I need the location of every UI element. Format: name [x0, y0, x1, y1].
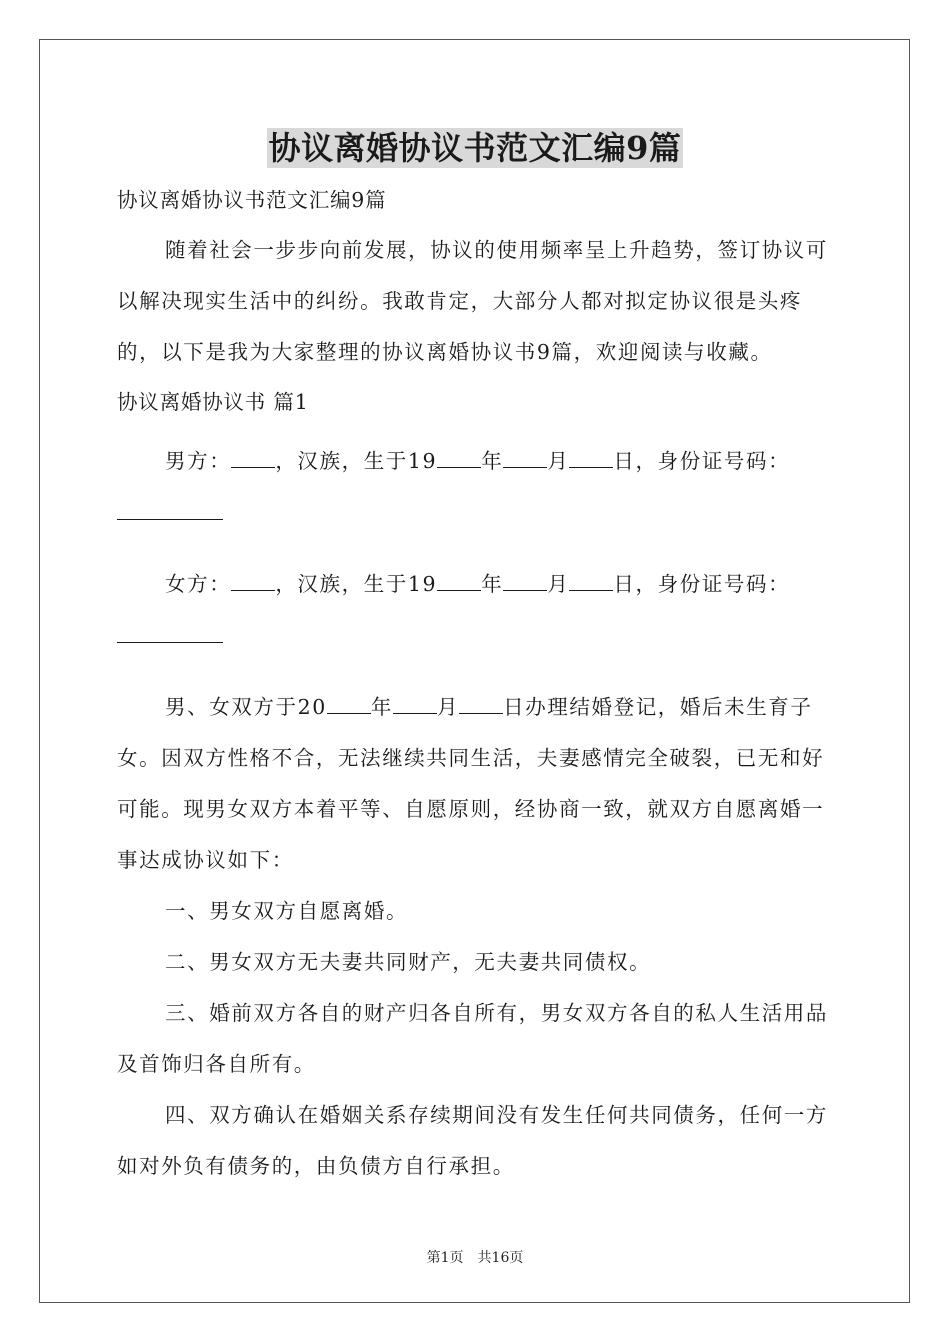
- marriage-month-label: 月: [437, 695, 460, 719]
- marriage-month-blank: [393, 695, 437, 714]
- document-subtitle: 协议离婚协议书范文汇编9篇: [117, 188, 387, 212]
- man-info-line: [117, 436, 833, 487]
- woman-year-label: 年: [481, 572, 504, 596]
- woman-month-blank: [503, 572, 547, 591]
- woman-name-blank: [231, 572, 275, 591]
- man-name-blank: [231, 449, 275, 468]
- document-title: 协议离婚协议书范文汇编9篇: [268, 129, 682, 167]
- woman-day-label: 日，身份证号码：: [613, 572, 791, 596]
- man-day-label: 日，身份证号码：: [613, 449, 791, 473]
- woman-info-line: [117, 559, 833, 610]
- marriage-year-blank: [327, 695, 371, 714]
- man-month-label: 月: [547, 449, 570, 473]
- woman-prefix: 女方：: [165, 572, 232, 596]
- marriage-paragraph: [117, 682, 833, 886]
- man-year-blank: [437, 449, 481, 468]
- man-month-blank: [503, 449, 547, 468]
- woman-ethnic: ，汉族，生于19: [275, 572, 438, 596]
- man-day-blank: [569, 449, 613, 468]
- intro-paragraph: 随着社会一步步向前发展，协议的使用频率呈上升趋势，签订协议可以解决现实生活中的纠纷。我敢肯定，大部分人都对拟定协议很是头疼的，以下是我为大家整理的协议离婚协议书9篇，欢迎阅读与收藏。: [117, 238, 828, 364]
- clause-1: 一、男女双方自愿离婚。: [165, 899, 409, 923]
- marriage-prefix: 男、女双方于20: [165, 695, 327, 719]
- woman-day-blank: [569, 572, 613, 591]
- section-heading: 协议离婚协议书 篇1: [117, 390, 309, 414]
- marriage-rest: 日办理结婚登记，婚后未生育子女。因双方性格不合，无法继续共同生活，夫妻感情完全破裂，已无和好可能。现男女双方本着平等、自愿原则，经协商一致，就双方自愿离婚一事达成协议如下：: [117, 695, 825, 872]
- clause-2: 二、男女双方无夫妻共同财产，无夫妻共同债权。: [165, 950, 652, 974]
- page-footer: 第1页 共16页: [426, 1250, 524, 1266]
- man-ethnic: ，汉族，生于19: [275, 449, 438, 473]
- woman-month-label: 月: [547, 572, 570, 596]
- clause-4: 四、双方确认在婚姻关系存续期间没有发生任何共同债务，任何一方如对外负有债务的，由负债方自行承担。: [117, 1103, 828, 1178]
- woman-id-blank: [117, 641, 223, 643]
- man-id-blank: [117, 518, 223, 520]
- marriage-year-label: 年: [370, 695, 393, 719]
- man-year-label: 年: [481, 449, 504, 473]
- man-prefix: 男方：: [165, 449, 232, 473]
- title-wrap: [0, 128, 950, 168]
- clause-3: 三、婚前双方各自的财产归各自所有，男女双方各自的私人生活用品及首饰归各自所有。: [117, 1001, 828, 1076]
- marriage-day-blank: [459, 695, 503, 714]
- document-body: [117, 178, 833, 1192]
- woman-year-blank: [437, 572, 481, 591]
